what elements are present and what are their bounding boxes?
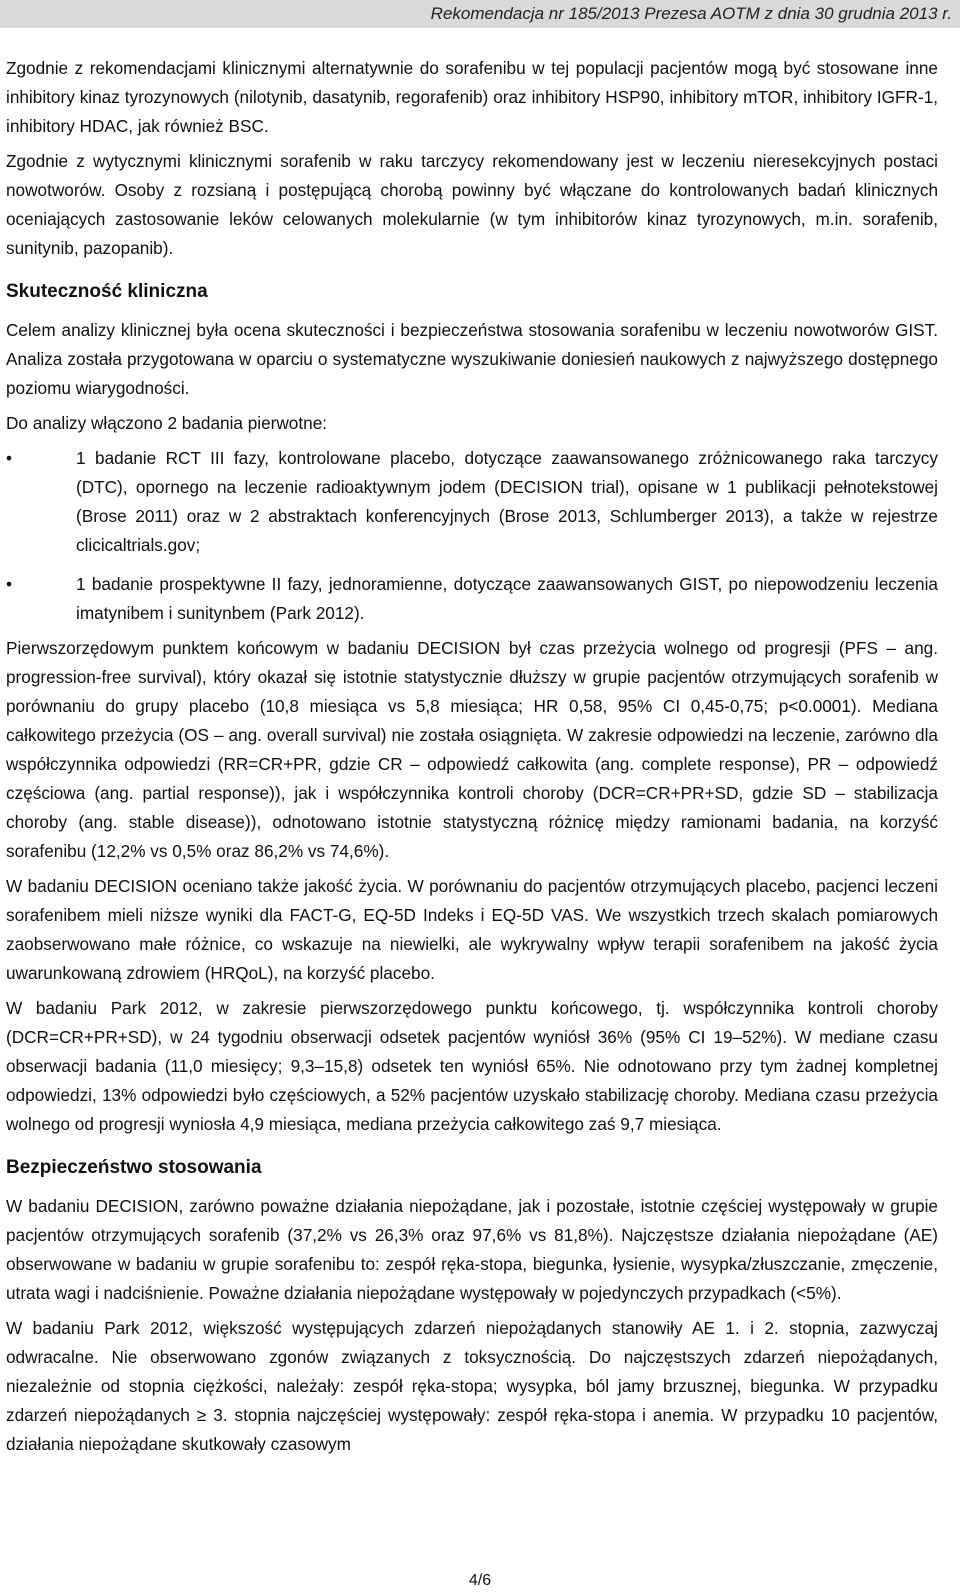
- section-heading-skutecznosc: Skuteczność kliniczna: [6, 281, 208, 302]
- paragraph: W badaniu DECISION, zarówno poważne działania niepożądane, jak i pozostałe, istotnie częściej występowały w grupie pacjentów otrzymujących sorafenib (37,2% vs 26,3% oraz 97,6% vs 81,8%). Najczęstsze działania niepożądane (AE) obserwowane w badaniu w grupie sorafenibu to: zespół ręka-stopa, biegunka, łysienie, wysypka/złuszczanie, zmęczenie, utrata wagi i nadciśnienie. Poważne działania niepożądane występowały w pojedynczych przypadkach (<5%).: [6, 1196, 938, 1303]
- bullet-list: [6, 444, 938, 628]
- paragraph: Celem analizy klinicznej była ocena skuteczności i bezpieczeństwa stosowania sorafenibu w leczeniu nowotworów GIST. Analiza została przygotowana w oparciu o systematyczne wyszukiwanie doniesień naukowych z najwyższego dostępnego poziomu wiarygodności.: [6, 320, 938, 398]
- paragraph: Zgodnie z wytycznymi klinicznymi sorafenib w raku tarczycy rekomendowany jest w leczeniu nieresekcyjnych postaci nowotworów. Osoby z rozsianą i postępującą chorobą powinny być włączane do kontrolowanych badań klinicznych oceniających zastosowanie leków celowanych molekularnie (w tym inhibitorów kinaz tyrozynowych, m.in. sorafenib, sunitynib, pazopanib).: [6, 151, 938, 258]
- paragraph: W badaniu Park 2012, większość występujących zdarzeń niepożądanych stanowiły AE 1. i 2. stopnia, zazwyczaj odwracalne. Nie obserwowano zgonów związanych z toksycznością. Do najczęstszych zdarzeń niepożądanych, niezależnie od stopnia ciężkości, należały: zespół ręka-stopa; wysypka, ból jamy brzusznej, biegunka. W przypadku zdarzeń niepożądanych ≥ 3. stopnia najczęściej występowały: zespół ręka-stopa i anemia. W przypadku 10 pacjentów, działania niepożądane skutkowały czasowym: [6, 1318, 938, 1454]
- bullet-marker: •: [6, 448, 13, 468]
- paragraph: W badaniu DECISION oceniano także jakość życia. W porównaniu do pacjentów otrzymujących placebo, pacjenci leczeni sorafenibem mieli niższe wyniki dla FACT-G, EQ-5D Indeks i EQ-5D VAS. We wszystkich trzech skalach pomiarowych zaobserwowano małe różnice, co wskazuje na niewielki, ale wykrywalny wpływ terapii sorafenibem na jakość życia uwarunkowaną zdrowiem (HRQoL), na korzyść placebo.: [6, 876, 938, 983]
- document-body: [6, 54, 938, 1465]
- list-item: [6, 570, 938, 628]
- paragraph: Zgodnie z rekomendacjami klinicznymi alternatywnie do sorafenibu w tej populacji pacjentów mogą być stosowane inne inhibitory kinaz tyrozynowych (nilotynib, dasatynib, regorafenib) oraz inhibitory HSP90, inhibitory mTOR, inhibitory IGFR-1, inhibitory HDAC, jak również BSC.: [6, 58, 938, 136]
- paragraph: Pierwszorzędowym punktem końcowym w badaniu DECISION był czas przeżycia wolnego od progresji (PFS – ang. progression-free survival), który okazał się istotnie statystycznie dłuższy w grupie pacjentów otrzymujących sorafenib w porównaniu do grupy placebo (10,8 miesiąca vs 5,8 miesiąca; HR 0,58, 95% CI 0,45-0,75; p<0.0001). Mediana całkowitego przeżycia (OS – ang. overall survival) nie została osiągnięta. W zakresie odpowiedzi na leczenie, zarówno dla współczynnika odpowiedzi (RR=CR+PR, gdzie CR – odpowiedź całkowita (ang. complete response), PR – odpowiedź częściowa (ang. partial response)), jak i współczynnika kontroli choroby (DCR=CR+PR+SD, gdzie SD – stabilizacja choroby (ang. stable disease)), odnotowano istotnie statystyczną różnicę między ramionami badania, na korzyść sorafenibu (12,2% vs 0,5% oraz 86,2% vs 74,6%).: [6, 638, 938, 861]
- bullet-marker: •: [6, 574, 13, 594]
- section-heading-bezpieczenstwo: Bezpieczeństwo stosowania: [6, 1157, 262, 1178]
- running-header: Rekomendacja nr 185/2013 Prezesa AOTM z dnia 30 grudnia 2013 r.: [0, 0, 960, 30]
- paragraph: Do analizy włączono 2 badania pierwotne:: [6, 413, 328, 433]
- paragraph: W badaniu Park 2012, w zakresie pierwszorzędowego punktu końcowego, tj. współczynnika kontroli choroby (DCR=CR+PR+SD), w 24 tygodniu obserwacji odsetek pacjentów wyniósł 36% (95% CI 19–52%). W mediane czasu obserwacji badania (11,0 miesięcy; 9,3–15,8) odsetek ten wyniósł 65%. Nie odnotowano przy tym żadnej kompletnej odpowiedzi, 13% odpowiedzi było częściowych, a 52% pacjentów uzyskało stabilizację choroby. Mediana czasu przeżycia wolnego od progresji wyniosła 4,9 miesiąca, mediana przeżycia całkowitego zaś 9,7 miesiąca.: [6, 998, 938, 1134]
- list-item-text: 1 badanie RCT III fazy, kontrolowane placebo, dotyczące zaawansowanego zróżnicowanego raka tarczycy (DTC), opornego na leczenie radioaktywnym jodem (DECISION trial), opisane w 1 publikacji pełnotekstowej (Brose 2011) oraz w 2 abstraktach konferencyjnych (Brose 2013, Schlumberger 2013), a także w rejestrze clicicaltrials.gov;: [76, 448, 938, 555]
- list-item-text: 1 badanie prospektywne II fazy, jednoramienne, dotyczące zaawansowanych GIST, po niepowodzeniu leczenia imatynibem i sunitynbem (Park 2012).: [76, 574, 938, 623]
- page-number: 4/6: [468, 1572, 492, 1589]
- list-item: [6, 444, 938, 560]
